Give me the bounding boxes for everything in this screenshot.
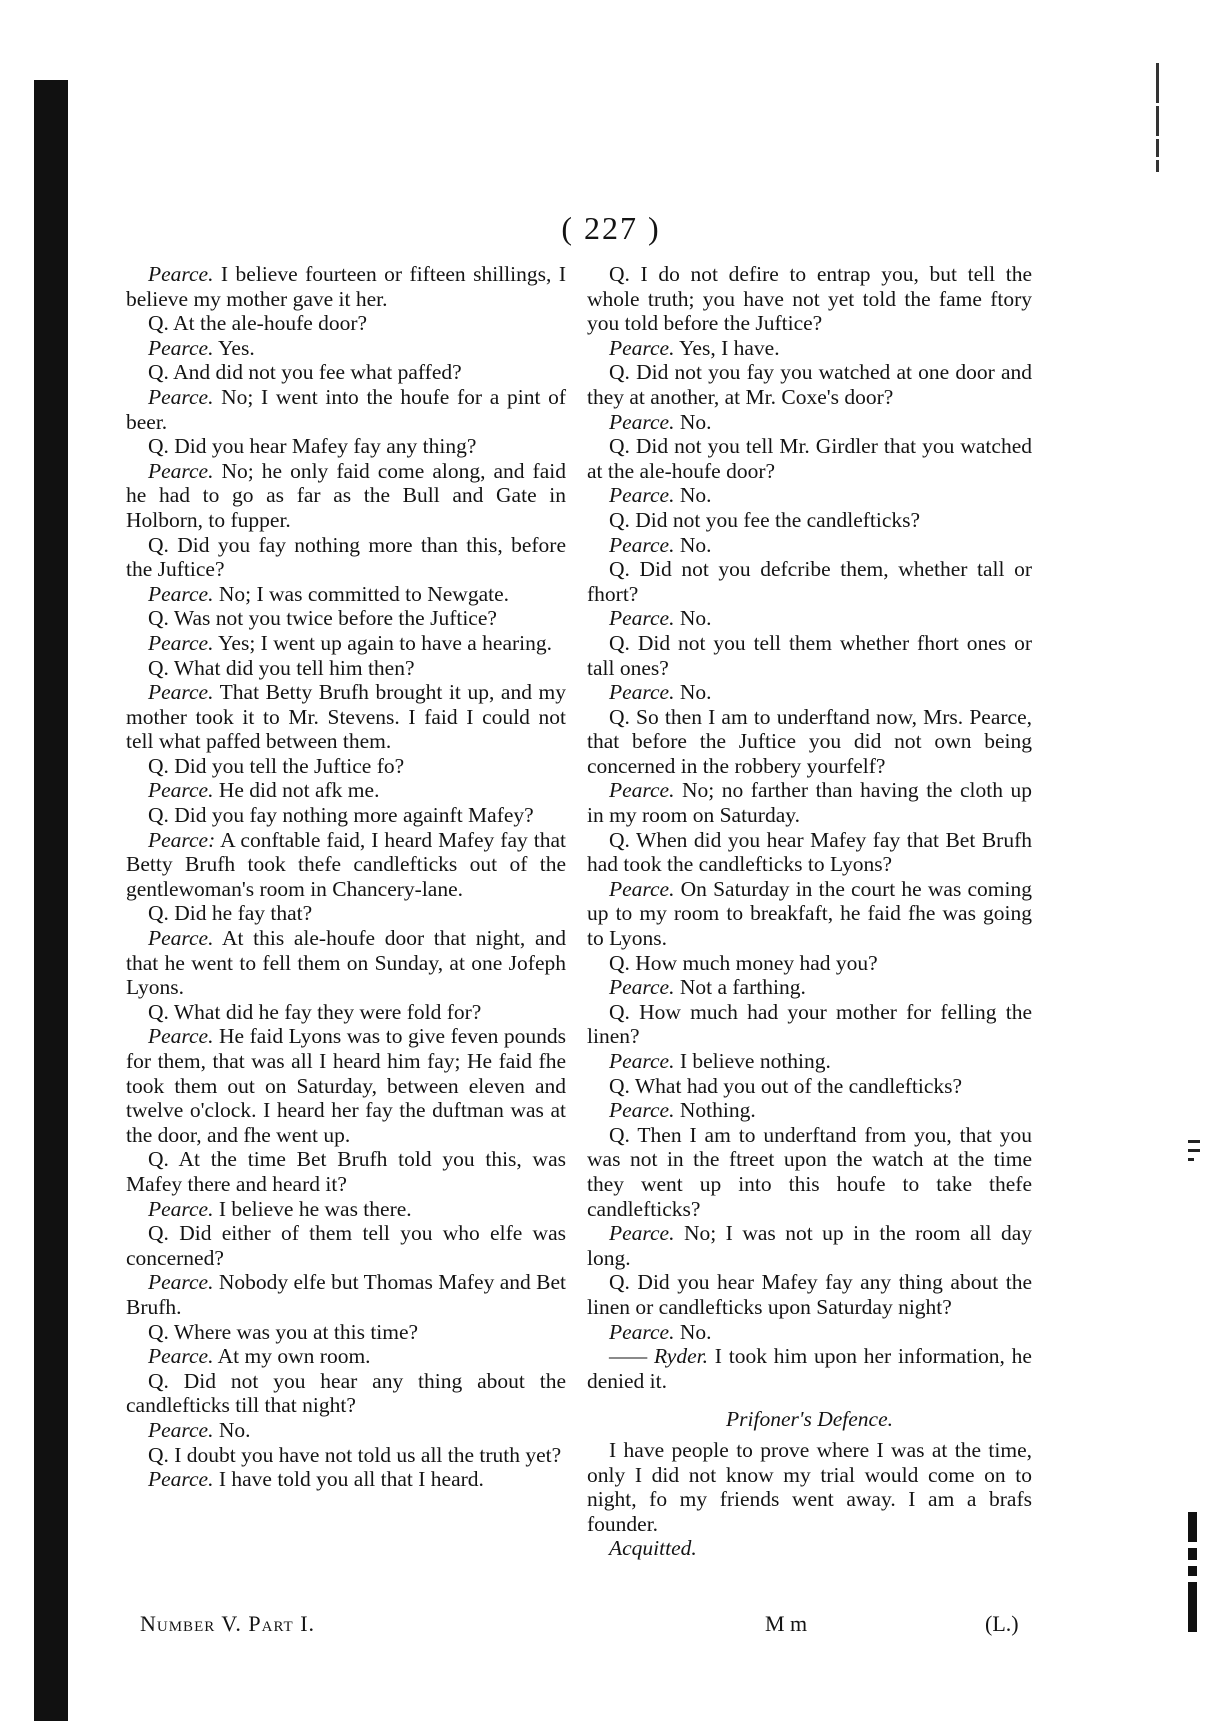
question-paragraph <box>587 434 1032 483</box>
paragraph-text: Q. Where was you at this time? <box>148 1319 419 1344</box>
question-paragraph <box>587 1000 1032 1049</box>
paragraph-text: I have told you all that I heard. <box>213 1467 484 1492</box>
verdict: Acquitted. <box>609 1536 697 1561</box>
question-paragraph <box>126 360 566 385</box>
question-paragraph <box>126 656 566 681</box>
speaker-name: Pearce. <box>148 458 214 483</box>
question-paragraph <box>587 828 1032 877</box>
paragraph-text: He faid Lyons was to give feven pounds for them, that was all I heard him fay; He faid fhe took them out on Saturday, between eleven and twelve o'clock. I heard her fay the duftman was at the door, and fhe went up. <box>126 1024 566 1147</box>
answer-paragraph <box>126 336 566 361</box>
paragraph-text: I took him upon her information, he denied it. <box>587 1344 1032 1393</box>
paragraph-text: Q. Did not you tell them whether fhort ones or tall ones? <box>587 630 1032 680</box>
paragraph-text: Q. What did you tell him then? <box>148 655 415 680</box>
answer-paragraph <box>587 1049 1032 1074</box>
paragraph-text: No. <box>213 1417 251 1442</box>
paragraph-text: No; no farther than having the cloth up in my room on Saturday. <box>587 778 1032 828</box>
question-paragraph <box>126 533 566 582</box>
answer-paragraph <box>126 262 566 311</box>
answer-paragraph <box>587 975 1032 1000</box>
question-paragraph <box>587 262 1032 336</box>
paragraph-text: Q. Did you tell the Juftice fo? <box>148 753 405 778</box>
answer-paragraph <box>587 1320 1032 1345</box>
paragraph-text: On Saturday in the court he was coming up to my room to breakfaft, he faid fhe was going to Lyons. <box>587 876 1032 951</box>
left-column <box>126 262 566 1492</box>
speaker-name: Pearce. <box>148 778 214 803</box>
answer-paragraph <box>126 1024 566 1147</box>
catchword: (L.) <box>985 1611 1019 1636</box>
question-paragraph <box>587 705 1032 779</box>
paragraph-text: Not a farthing. <box>674 975 806 1000</box>
answer-paragraph <box>126 385 566 434</box>
question-paragraph <box>126 754 566 779</box>
speaker-name: Pearce. <box>148 680 214 705</box>
paragraph-text: He did not afk me. <box>213 778 380 803</box>
question-paragraph <box>587 1074 1032 1099</box>
paragraph-text: Q. Did not you fay you watched at one door and they at another, at Mr. Coxe's door? <box>587 360 1032 409</box>
speaker-name: Pearce. <box>148 335 214 360</box>
speaker-name: Pearce. <box>148 1196 214 1221</box>
paragraph-text: Q. Was not you twice before the Juftice? <box>148 606 497 631</box>
question-paragraph <box>126 1369 566 1418</box>
question-paragraph <box>587 360 1032 409</box>
page-edge-marks <box>1152 60 1162 280</box>
paragraph-text: Q. At the time Bet Brufh told you this, was Mafey there and heard it? <box>126 1147 566 1196</box>
speaker-name: Pearce. <box>609 409 675 434</box>
paragraph-text: No. <box>674 680 712 705</box>
defence-heading: Prifoner's Defence. <box>726 1407 893 1432</box>
question-paragraph <box>126 803 566 828</box>
answer-paragraph <box>126 1344 566 1369</box>
paragraph-text: Yes. <box>213 335 255 360</box>
answer-paragraph <box>126 1197 566 1222</box>
paragraph-text: Q. Did you fay nothing more againft Mafey? <box>148 803 534 828</box>
question-paragraph <box>126 1443 566 1468</box>
speaker-name: Pearce. <box>148 926 214 951</box>
answer-paragraph <box>126 1270 566 1319</box>
paragraph-text: Q. Did you hear Mafey fay any thing? <box>148 434 477 459</box>
answer-paragraph <box>587 778 1032 827</box>
speaker-name: Pearce. <box>148 262 214 286</box>
speaker-name: Pearce. <box>609 1319 675 1344</box>
speaker-name: Pearce. <box>609 680 675 705</box>
speaker-name: Pearce. <box>609 606 675 631</box>
speaker-name: Pearce. <box>148 1024 214 1049</box>
paragraph-text: Q. How much had your mother for felling the linen? <box>587 999 1032 1049</box>
answer-paragraph <box>587 410 1032 435</box>
answer-paragraph <box>587 336 1032 361</box>
speaker-name: Pearce. <box>609 1049 675 1073</box>
question-paragraph <box>587 557 1032 606</box>
paragraph-text: Yes, I have. <box>674 335 780 360</box>
paragraph-text: No. <box>674 606 712 631</box>
paragraph-text: A conftable faid, I heard Mafey fay that Betty Brufh took thefe candlefticks out of the gentlewoman's room in Chancery-lane. <box>126 827 566 901</box>
speaker-name: —— Ryder. <box>609 1344 708 1369</box>
paragraph-text: No; I was committed to Newgate. <box>213 581 510 606</box>
answer-paragraph <box>126 828 566 902</box>
answer-paragraph <box>587 680 1032 705</box>
page-number: ( 227 ) <box>561 210 661 246</box>
speaker-name: Pearce. <box>148 384 214 409</box>
speaker-name: Pearce. <box>609 335 675 360</box>
speaker-name: Pearce. <box>148 1417 214 1442</box>
question-paragraph <box>126 901 566 926</box>
paragraph-text: Q. At the ale-houfe door? <box>148 311 368 336</box>
paragraph-text: Q. I do not defire to entrap you, but tell the whole truth; you have not yet told the fame ftory you told before the Juftice? <box>587 262 1032 336</box>
answer-paragraph <box>587 606 1032 631</box>
paragraph-text: Q. Did you hear Mafey fay any thing about the linen or candlefticks upon Saturday night? <box>587 1270 1032 1319</box>
question-paragraph <box>587 631 1032 680</box>
paragraph-text: Nobody elfe but Thomas Mafey and Bet Brufh. <box>126 1270 566 1319</box>
speaker-name: Pearce. <box>148 1467 214 1492</box>
speaker-name: Pearce. <box>609 483 675 508</box>
paragraph-text: Q. When did you hear Mafey fay that Bet Brufh had took the candlefticks to Lyons? <box>587 827 1032 877</box>
paragraph-text: No. <box>674 1319 712 1344</box>
answer-paragraph <box>126 459 566 533</box>
paragraph-text: I believe fourteen or fifteen shillings, I believe my mother gave it her. <box>126 262 566 311</box>
question-paragraph <box>587 951 1032 976</box>
paragraph-text: No. <box>674 483 712 508</box>
answer-paragraph <box>126 680 566 754</box>
paragraph-text: No; he only faid come along, and faid he had to go as far as the Bull and Gate in Holborn, to fupper. <box>126 458 566 532</box>
right-column <box>587 262 1032 1561</box>
scan-edge-shadow <box>34 80 68 1721</box>
speaker-name: Pearce. <box>609 1098 675 1123</box>
speaker-name: Pearce. <box>148 630 214 655</box>
question-paragraph <box>126 1000 566 1025</box>
speaker-name: Pearce. <box>148 581 214 606</box>
defence-text: I have people to prove where I was at the time, only I did not know my trial would come on to night, fo my friends went away. I am a brafs founder. <box>587 1437 1032 1536</box>
question-paragraph <box>587 1270 1032 1319</box>
speaker-name: Pearce. <box>609 1221 675 1246</box>
paragraph-text: I believe he was there. <box>213 1196 412 1221</box>
sheet-mark: M m <box>765 1611 808 1636</box>
question-paragraph <box>587 508 1032 533</box>
margin-scan-marks <box>1188 1512 1197 1638</box>
answer-paragraph <box>126 778 566 803</box>
question-paragraph <box>126 1320 566 1345</box>
question-paragraph <box>587 1123 1032 1221</box>
answer-paragraph <box>126 1418 566 1443</box>
paragraph-text: Q. Did either of them tell you who elfe was concerned? <box>126 1221 566 1270</box>
answer-paragraph <box>126 1467 566 1492</box>
question-paragraph <box>126 1147 566 1196</box>
paragraph-text: Q. Did not you defcribe them, whether tall or fhort? <box>587 557 1032 606</box>
margin-dashes <box>1188 1140 1200 1167</box>
page-footer <box>140 1611 1040 1641</box>
speaker-name: Pearce. <box>609 778 675 803</box>
question-paragraph <box>126 606 566 631</box>
answer-paragraph <box>587 483 1032 508</box>
answer-paragraph <box>126 582 566 607</box>
paragraph-text: Q. Did you fay nothing more than this, before the Juftice? <box>126 532 566 582</box>
paragraph-text: At my own room. <box>213 1344 371 1369</box>
paragraph-text: Q. How much money had you? <box>609 950 878 975</box>
paragraph-text: Q. What did he fay they were fold for? <box>148 999 482 1024</box>
question-paragraph <box>126 311 566 336</box>
paragraph-text: Q. And did not you fee what paffed? <box>148 360 462 385</box>
answer-paragraph <box>587 1221 1032 1270</box>
paragraph-text: Q. Did not you fee the candlefticks? <box>609 507 921 532</box>
paragraph-text: At this ale-houfe door that night, and that he went to fell them on Sunday, at one Jofeph Lyons. <box>126 926 566 1000</box>
paragraph-text: Yes; I went up again to have a hearing. <box>213 630 553 655</box>
paragraph-text: Q. Then I am to underftand from you, that you was not in the ftreet upon the watch at the time they went up into this houfe to take thefe candlefticks? <box>587 1122 1032 1221</box>
speaker-name: Pearce. <box>609 975 675 1000</box>
paragraph-text: That Betty Brufh brought it up, and my mother took it to Mr. Stevens. I faid I could not tell what paffed between them. <box>126 680 566 754</box>
paragraph-text: Q. I doubt you have not told us all the truth yet? <box>148 1442 562 1467</box>
paragraph-text: No. <box>674 409 712 434</box>
answer-paragraph <box>126 631 566 656</box>
paragraph-text: No; I went into the houfe for a pint of beer. <box>126 384 566 434</box>
answer-paragraph <box>587 1098 1032 1123</box>
speaker-name: Pearce. <box>148 1270 214 1295</box>
speaker-name: Pearce. <box>148 1344 214 1369</box>
paragraph-text: I believe nothing. <box>674 1049 831 1073</box>
paragraph-text: Q. Did not you hear any thing about the candlefticks till that night? <box>126 1368 566 1418</box>
answer-paragraph <box>587 877 1032 951</box>
paragraph-text: Q. Did not you tell Mr. Girdler that you watched at the ale-houfe door? <box>587 434 1032 483</box>
speaker-name: Pearce. <box>609 876 675 901</box>
paragraph-text: Q. Did he fay that? <box>148 901 313 926</box>
speaker-name: Pearce. <box>609 532 675 557</box>
answer-paragraph <box>587 533 1032 558</box>
signature-line: Number V. Part I. <box>140 1611 316 1636</box>
answer-paragraph <box>126 926 566 1000</box>
speaker-name: Pearce: <box>148 827 216 852</box>
question-paragraph <box>126 434 566 459</box>
paragraph-text: No; I was not up in the room all day long. <box>587 1221 1032 1270</box>
paragraph-text: No. <box>674 532 712 557</box>
question-paragraph <box>126 1221 566 1270</box>
paragraph-text: Q. So then I am to underftand now, Mrs. Pearce, that before the Juftice you did not own being concerned in the robbery yourfelf? <box>587 704 1032 778</box>
paragraph-text: Nothing. <box>674 1098 756 1123</box>
answer-paragraph <box>587 1344 1032 1393</box>
paragraph-text: Q. What had you out of the candlefticks? <box>609 1073 963 1098</box>
